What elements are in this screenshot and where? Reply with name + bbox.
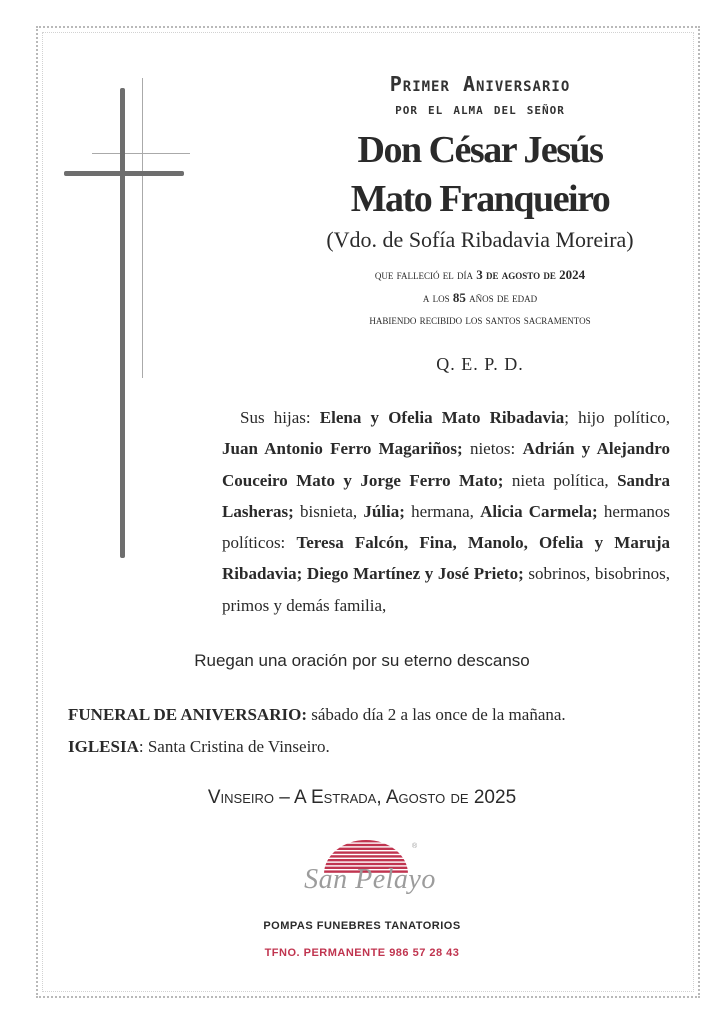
company-phone: TFNO. PERMANENTE 986 57 28 43	[264, 947, 460, 959]
age-value: 85	[452, 290, 466, 305]
family-text: ; hijo político,	[564, 408, 671, 427]
registered-mark: ®	[412, 843, 418, 850]
logo-text: San Pelayo	[304, 864, 436, 895]
church-label: IGLESIA	[68, 737, 139, 756]
age-line: a los 85 años de edad	[422, 290, 538, 305]
sacraments-line: habiendo recibido los santos sacramentos	[369, 312, 591, 327]
family-name: Júlia;	[363, 501, 405, 521]
widower-note: (Vdo. de Sofía Ribadavia Moreira)	[326, 227, 634, 252]
qepd: Q. E. P. D.	[436, 354, 524, 374]
family-text: sobrinos, bisobrinos, primos y demás familia,	[222, 564, 670, 615]
family-text: bisnieta,	[293, 501, 364, 521]
family-text: nietos:	[462, 439, 523, 459]
family-name: Juan Antonio Ferro Magariños;	[222, 439, 463, 459]
funeral-label: FUNERAL DE ANIVERSARIO:	[68, 705, 307, 724]
family-name: Alicia Carmela;	[480, 501, 598, 521]
anniversary-heading: Primer Aniversario	[389, 72, 571, 96]
family-name: Sandra Lasheras;	[222, 470, 670, 521]
church-text: : Santa Cristina de Vinseiro.	[138, 737, 330, 756]
family-name: Teresa Falcón, Fina, Manolo, Ofelia y Maruja Ribadavia; Diego Martínez y José Prieto;	[222, 533, 671, 584]
company-tagline: POMPAS FUNEBRES TANATORIOS	[263, 920, 461, 932]
death-date: 3 de agosto de 2024	[476, 267, 586, 282]
funeral-info	[68, 705, 688, 725]
place-date: Vinseiro – A Estrada, Agosto de 2025	[207, 787, 517, 808]
family-name: Adrián y Alejandro Couceiro Mato y Jorge Ferro Mato;	[222, 439, 670, 490]
family-text: hermanos políticos:	[222, 501, 670, 553]
logo-stripe	[296, 851, 436, 853]
deceased-name-line2: Mato Franqueiro	[350, 178, 610, 220]
logo-stripe	[296, 859, 436, 861]
church-info	[68, 737, 688, 757]
san-pelayo-logo	[296, 838, 436, 918]
cross-icon	[60, 78, 190, 558]
deceased-name-line1: Don César Jesús	[357, 129, 603, 171]
family-text: nieta política,	[503, 470, 618, 490]
family-paragraph	[222, 402, 670, 621]
soul-subheading: por el alma del señor	[395, 100, 565, 118]
family-text: hermana,	[404, 501, 481, 521]
death-date-line: que falleció el día 3 de agosto de 2024	[374, 267, 586, 282]
prayer-request: Ruegan una oración por su eterno descanso	[194, 651, 530, 670]
family-name: Elena y Ofelia Mato Ribadavia	[319, 408, 565, 427]
family-text: Sus hijas:	[240, 408, 320, 427]
funeral-text: sábado día 2 a las once de la mañana.	[306, 705, 566, 724]
logo-stripe	[296, 855, 436, 857]
